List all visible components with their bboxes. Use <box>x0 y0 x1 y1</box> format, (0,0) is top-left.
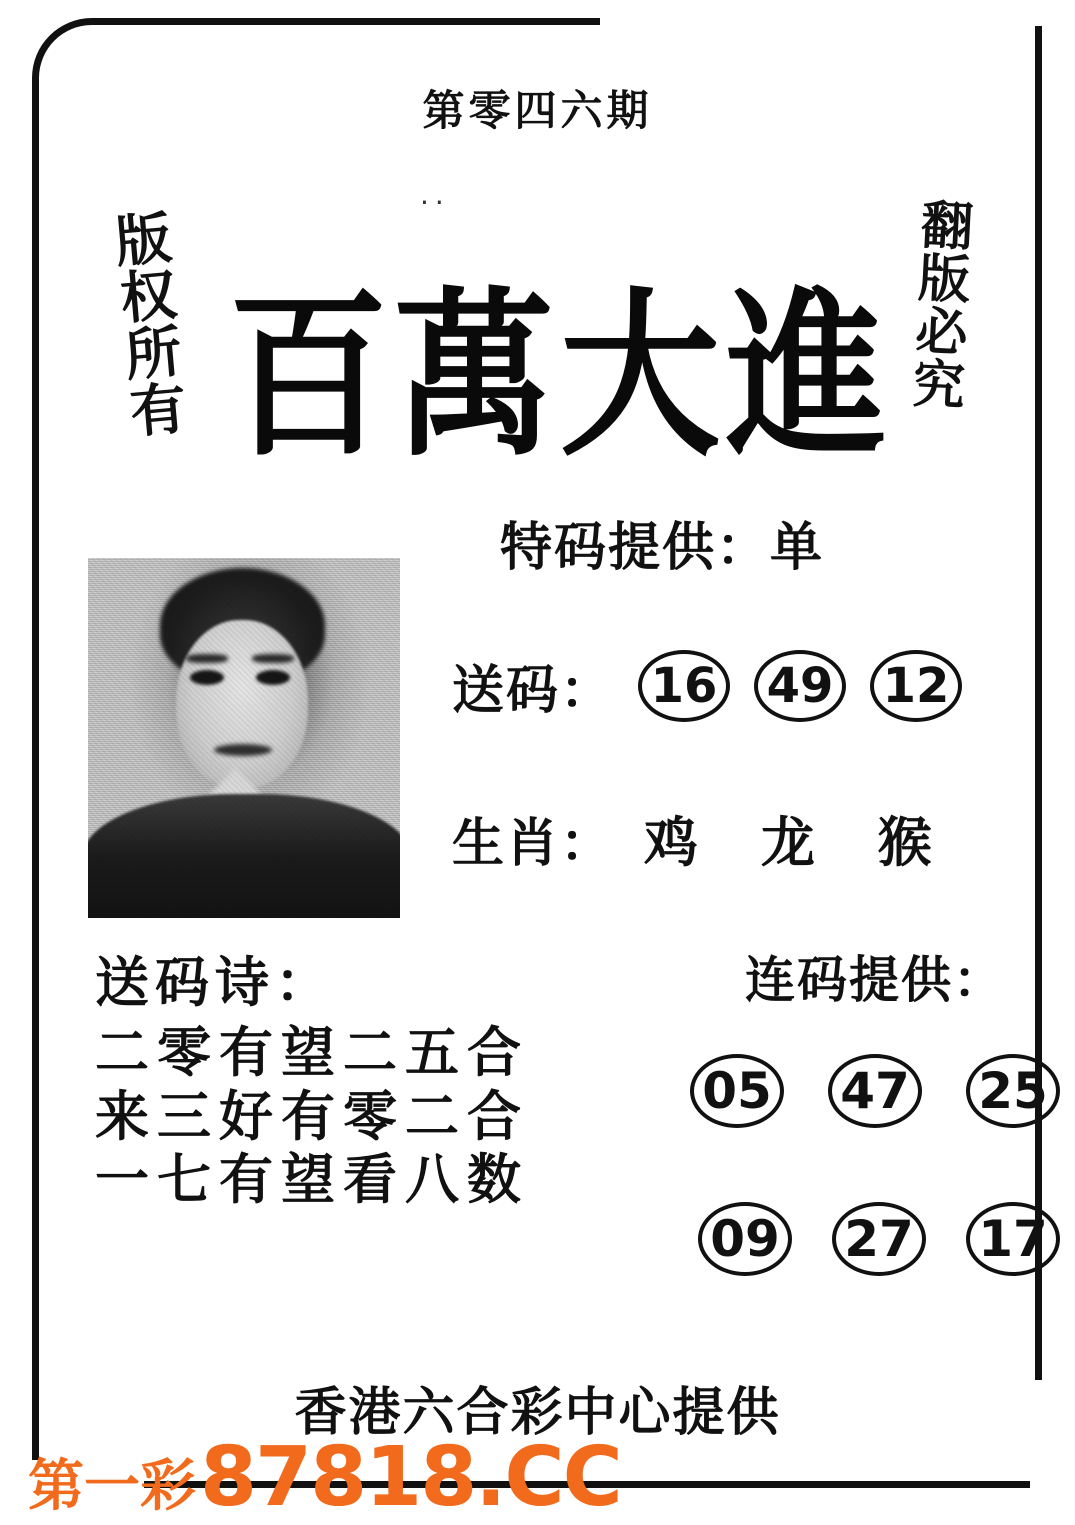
portrait-image <box>88 558 400 918</box>
page-title: 百萬大進 <box>227 270 892 481</box>
lianma-title: 连码提供： <box>745 951 1005 1009</box>
watermark-brand: 第一彩 <box>28 1454 196 1519</box>
copyright-left-char-1: 版 <box>112 205 175 276</box>
zodiac-row <box>452 800 954 877</box>
watermark-url: 87818.CC <box>200 1430 621 1525</box>
poem-line-3: 一七有望看八数 <box>95 1148 529 1212</box>
watermark <box>28 1430 621 1525</box>
issue-number: 第零四六期 <box>422 86 653 135</box>
portrait-photo <box>88 558 400 918</box>
poem-line-1: 二零有望二五合 <box>95 1021 529 1084</box>
footer-source-text: 香港六合彩中心提供 <box>294 1383 781 1443</box>
copyright-right-char-2: 版 <box>916 247 972 312</box>
copyright-left-char-4: 有 <box>127 375 190 447</box>
special-code-label: 特码提供： <box>500 518 771 578</box>
lianma-ball-2: 47 <box>828 1054 922 1128</box>
decorative-dots: .. <box>420 178 450 211</box>
send-codes-label: 送码： <box>452 661 615 721</box>
zodiac-label: 生肖： <box>452 814 615 874</box>
poem-title: 送码诗： <box>95 951 335 1014</box>
send-code-ball-3: 12 <box>870 650 962 722</box>
copyright-right-char-1: 翻 <box>919 194 975 259</box>
lianma-ball-3: 25 <box>966 1054 1060 1128</box>
send-code-ball-1: 16 <box>638 650 730 722</box>
send-codes-row <box>452 648 962 723</box>
border-gap-top-right <box>600 4 1060 26</box>
lianma-ball-4: 09 <box>698 1202 792 1276</box>
special-code-value: 单 <box>770 518 825 578</box>
poem-line-2: 来三好有零二合 <box>95 1084 529 1148</box>
copyright-right-char-3: 必 <box>914 300 970 365</box>
lianma-row-2 <box>690 1202 1060 1276</box>
copyright-right-char-4: 究 <box>911 353 967 418</box>
portrait-halftone-noise <box>88 558 400 918</box>
lianma-ball-1: 05 <box>690 1054 784 1128</box>
special-code-line <box>500 505 824 580</box>
poem-block <box>95 940 605 1212</box>
lianma-block <box>690 940 1060 1276</box>
copyright-left-char-2: 权 <box>117 261 180 333</box>
send-code-ball-2: 49 <box>754 650 846 722</box>
copyright-left-char-3: 所 <box>122 318 185 390</box>
zodiac-values: 鸡 龙 猴 <box>644 811 954 874</box>
copyright-right-vertical <box>895 194 992 418</box>
lianma-ball-5: 27 <box>832 1202 926 1276</box>
lianma-ball-6: 17 <box>966 1202 1060 1276</box>
lianma-row-1 <box>690 1054 1060 1128</box>
